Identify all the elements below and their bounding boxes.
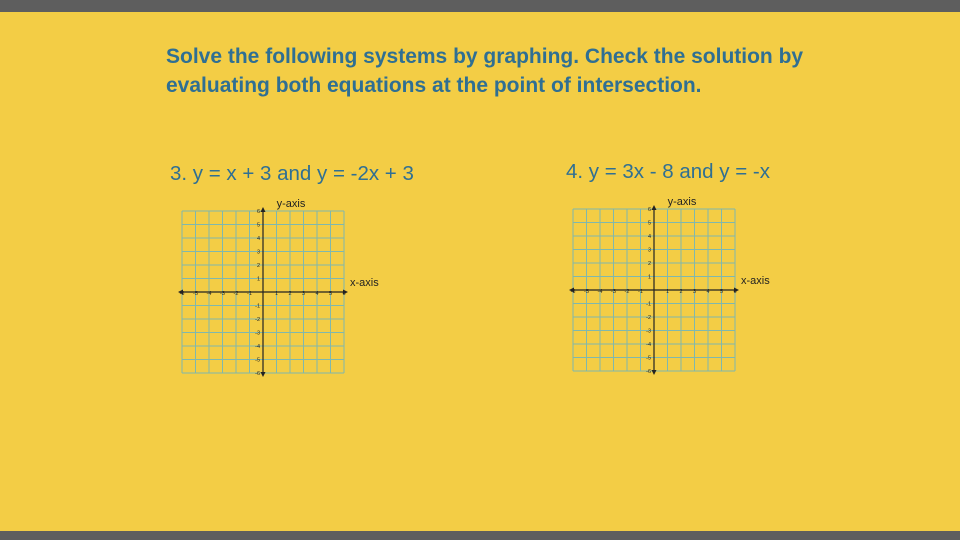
x-tick-label: 5 bbox=[719, 289, 724, 295]
x-tick-label: 5 bbox=[328, 291, 333, 297]
y-tick-label: -3 bbox=[646, 328, 651, 335]
y-tick-label: -4 bbox=[255, 344, 260, 350]
y-tick-label: 5 bbox=[256, 222, 260, 229]
problem-3-label: 3. y = x + 3 and y = -2x + 3 bbox=[170, 162, 414, 185]
top-frame-bar bbox=[0, 0, 960, 12]
x-tick-label: 2 bbox=[679, 289, 683, 295]
y-axis-arrow-bottom bbox=[261, 372, 266, 377]
y-tick-label: 3 bbox=[256, 249, 260, 256]
x-tick-label: -3 bbox=[220, 291, 225, 297]
x-tick-label: 6 bbox=[342, 291, 346, 297]
x-tick-label: -2 bbox=[233, 291, 239, 297]
x-axis-label: x-axis bbox=[741, 275, 770, 287]
y-tick-label: 2 bbox=[647, 261, 651, 267]
y-axis-label: y-axis bbox=[276, 198, 306, 210]
x-tick-label: 6 bbox=[733, 289, 737, 295]
y-tick-label: 2 bbox=[256, 263, 260, 269]
x-tick-label: -6 bbox=[570, 289, 576, 295]
y-tick-label: -6 bbox=[255, 371, 260, 377]
y-tick-label: -1 bbox=[646, 301, 651, 308]
y-tick-label: 6 bbox=[256, 209, 260, 215]
x-tick-label: -5 bbox=[584, 289, 589, 295]
x-tick-label: 2 bbox=[288, 291, 292, 297]
y-tick-label: -6 bbox=[646, 369, 651, 375]
y-tick-label: 4 bbox=[256, 236, 260, 242]
instructions-title: Solve the following systems by graphing. Check the solution by evaluating both equations at the point of intersection. bbox=[166, 45, 804, 97]
y-tick-label: -5 bbox=[646, 355, 651, 362]
x-tick-label: -5 bbox=[193, 291, 198, 297]
bottom-frame-bar bbox=[0, 531, 960, 540]
x-tick-label: 1 bbox=[274, 291, 279, 297]
y-tick-label: 6 bbox=[647, 207, 651, 213]
y-tick-label: -4 bbox=[646, 342, 651, 348]
x-tick-label: -2 bbox=[624, 289, 630, 295]
y-tick-label: 1 bbox=[647, 274, 651, 281]
x-tick-label: -1 bbox=[638, 289, 643, 295]
y-tick-label: -5 bbox=[255, 357, 260, 364]
y-tick-label: -3 bbox=[255, 330, 260, 337]
y-tick-label: 3 bbox=[647, 247, 651, 254]
x-tick-label: 4 bbox=[315, 291, 319, 297]
y-tick-label: -2 bbox=[646, 315, 651, 321]
y-axis-arrow-top bbox=[261, 207, 266, 212]
x-tick-label: 3 bbox=[301, 291, 306, 297]
y-tick-label: 5 bbox=[647, 220, 651, 227]
x-tick-label: -4 bbox=[597, 289, 603, 295]
y-axis-label: y-axis bbox=[667, 196, 697, 208]
x-tick-label: 1 bbox=[665, 289, 670, 295]
y-axis-arrow-top bbox=[652, 205, 657, 210]
y-tick-label: 4 bbox=[647, 234, 651, 240]
x-axis-label: x-axis bbox=[350, 277, 379, 289]
x-tick-label: 4 bbox=[706, 289, 710, 295]
coordinate-grid-problem-4 bbox=[565, 193, 785, 378]
x-tick-label: -3 bbox=[611, 289, 616, 295]
x-tick-label: 3 bbox=[692, 289, 697, 295]
x-tick-label: -6 bbox=[179, 291, 185, 297]
problem-4-label: 4. y = 3x - 8 and y = -x bbox=[566, 160, 770, 183]
y-tick-label: 1 bbox=[256, 276, 260, 283]
y-tick-label: -1 bbox=[255, 303, 260, 310]
y-tick-label: -2 bbox=[255, 317, 260, 323]
x-tick-label: -1 bbox=[247, 291, 252, 297]
y-axis-arrow-bottom bbox=[652, 370, 657, 375]
x-tick-label: -4 bbox=[206, 291, 212, 297]
coordinate-grid-problem-3 bbox=[174, 195, 394, 380]
